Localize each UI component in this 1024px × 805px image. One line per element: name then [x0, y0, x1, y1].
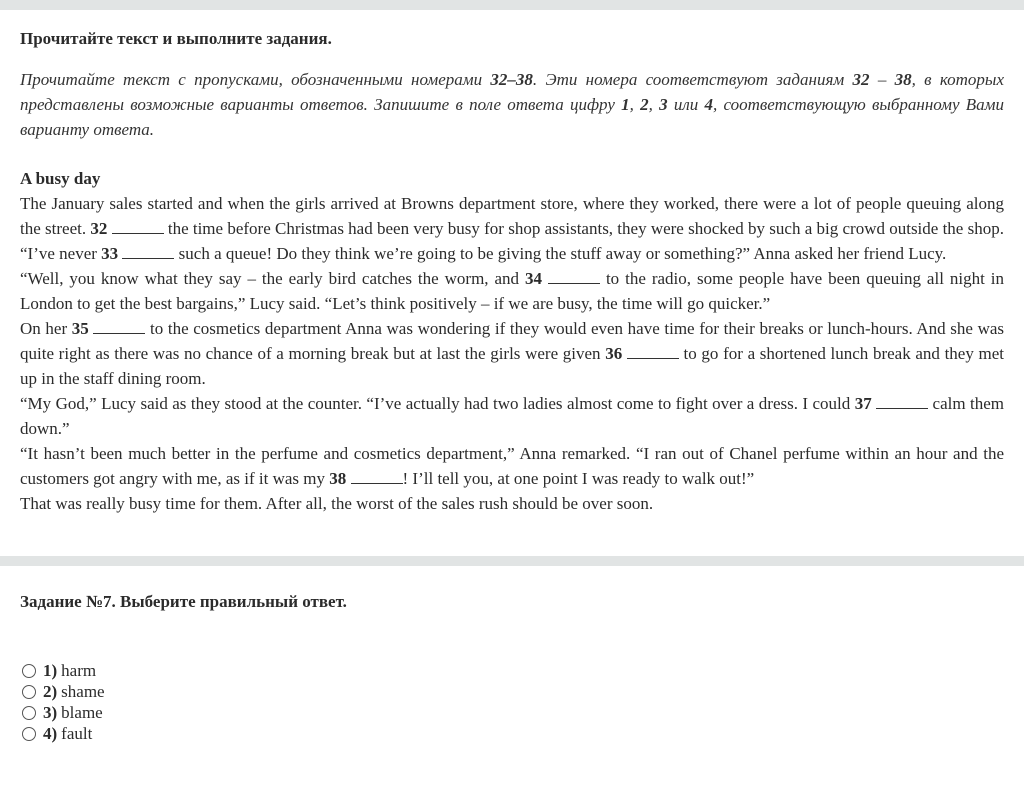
option-number: 3) — [43, 703, 58, 722]
text-section — [0, 27, 1024, 516]
gap-blank — [548, 269, 600, 284]
option-number: 4) — [43, 724, 58, 743]
option-label: harm — [61, 661, 97, 680]
option-number: 1) — [43, 661, 58, 680]
intro-text: Прочитайте текст с пропусками, обозначенными номерами — [20, 70, 491, 89]
story-paragraph — [20, 191, 1004, 241]
radio-button[interactable] — [22, 706, 36, 720]
intro-number: 38 — [894, 70, 912, 89]
story-text: calm them down.” — [20, 394, 1005, 438]
option-number: 2) — [43, 682, 58, 701]
intro-text: – — [869, 70, 895, 89]
story-text: ! I’ll tell you, at one point I was ready to walk out!” — [402, 469, 755, 488]
story-text: the time before Christmas had been very busy for shop assistants, they were shocked by such a big crowd outside the shop. — [163, 219, 1004, 238]
answer-options — [20, 660, 1004, 744]
story-text: On her — [20, 319, 72, 338]
story-text: such a queue! Do they think we’re going to be giving the stuff away or something?” Anna asked her friend Lucy. — [174, 244, 947, 263]
option-label: blame — [61, 703, 103, 722]
story-text: to go for a shortened lunch break and they met up in the staff dining room. — [20, 344, 1005, 388]
story-text: “I’ve never — [20, 244, 102, 263]
task-section — [0, 590, 1024, 744]
intro-text: , — [629, 95, 641, 114]
gap-number: 38 — [329, 469, 347, 488]
story-paragraph — [20, 391, 1004, 441]
top-divider — [0, 0, 1024, 10]
gap-number: 32 — [90, 219, 108, 238]
gap-blank — [93, 319, 145, 334]
story-text: to the cosmetics department Anna was wondering if they would even have time for their breaks or lunch-hours. And she was quite right as there was no chance of a morning break but at last the girls were given — [20, 319, 1005, 363]
answer-option-4[interactable] — [20, 723, 1004, 744]
intro-range: 32–38 — [490, 70, 533, 89]
story-title: A busy day — [20, 169, 101, 188]
story-text: “It hasn’t been much better in the perfume and cosmetics department,” Anna remarked. “I ran out of Chanel perfume within an hour and the customers got angry with me, as if it was my — [20, 444, 1004, 488]
instruction-title: Прочитайте текст и выполните задания. — [20, 29, 332, 48]
story-text: “My God,” Lucy said as they stood at the counter. “I’ve actually had two ladies almost come to fight over a dress. I could — [20, 394, 855, 413]
answer-option-1[interactable] — [20, 660, 1004, 681]
intro-digit: 3 — [659, 95, 668, 114]
task-title: Задание №7. Выберите правильный ответ. — [20, 592, 347, 611]
gap-number: 33 — [101, 244, 119, 263]
gap-number: 36 — [605, 344, 623, 363]
intro-text: , соответствующую выбранному Вами варианту ответа. — [20, 95, 1005, 139]
radio-button[interactable] — [22, 727, 36, 741]
story-paragraph — [20, 241, 1004, 266]
gap-number: 37 — [854, 394, 872, 413]
gap-blank — [351, 469, 403, 484]
intro-digit: 2 — [640, 95, 649, 114]
intro-text: . Эти номера соответствуют заданиям — [532, 70, 853, 89]
story-paragraph: That was really busy time for them. After all, the worst of the sales rush should be over soon. — [20, 494, 654, 513]
gap-blank — [627, 344, 679, 359]
answer-option-2[interactable] — [20, 681, 1004, 702]
story-text: to the radio, some people have been queuing all night in London to get the best bargains,” Lucy said. “Let’s think positively – if we are busy, the time will go quicker.” — [20, 269, 1005, 313]
gap-number: 35 — [71, 319, 89, 338]
gap-blank — [122, 244, 174, 259]
radio-button[interactable] — [22, 685, 36, 699]
story-paragraph — [20, 266, 1004, 316]
gap-blank — [876, 394, 928, 409]
story-text: The January sales started and when the girls arrived at Browns department store, where they worked, there were a lot of people queuing along the street. — [20, 194, 1004, 238]
section-divider — [0, 556, 1024, 566]
intro-digit: 4 — [704, 95, 713, 114]
story-paragraph — [20, 441, 1004, 491]
intro-text: или — [667, 95, 705, 114]
option-label: fault — [61, 724, 93, 743]
story-paragraph — [20, 316, 1004, 391]
story-text: “Well, you know what they say – the early bird catches the worm, and — [20, 269, 526, 288]
intro-text: , — [648, 95, 660, 114]
intro-text: , в которых представлены возможные варианты ответов. Запишите в поле ответа цифру — [20, 70, 1004, 114]
gap-blank — [112, 219, 164, 234]
intro-digit: 1 — [621, 95, 630, 114]
answer-option-3[interactable] — [20, 702, 1004, 723]
radio-button[interactable] — [22, 664, 36, 678]
option-label: shame — [61, 682, 105, 701]
intro-number: 32 — [852, 70, 870, 89]
gap-number: 34 — [525, 269, 543, 288]
instruction-intro — [20, 67, 1004, 142]
